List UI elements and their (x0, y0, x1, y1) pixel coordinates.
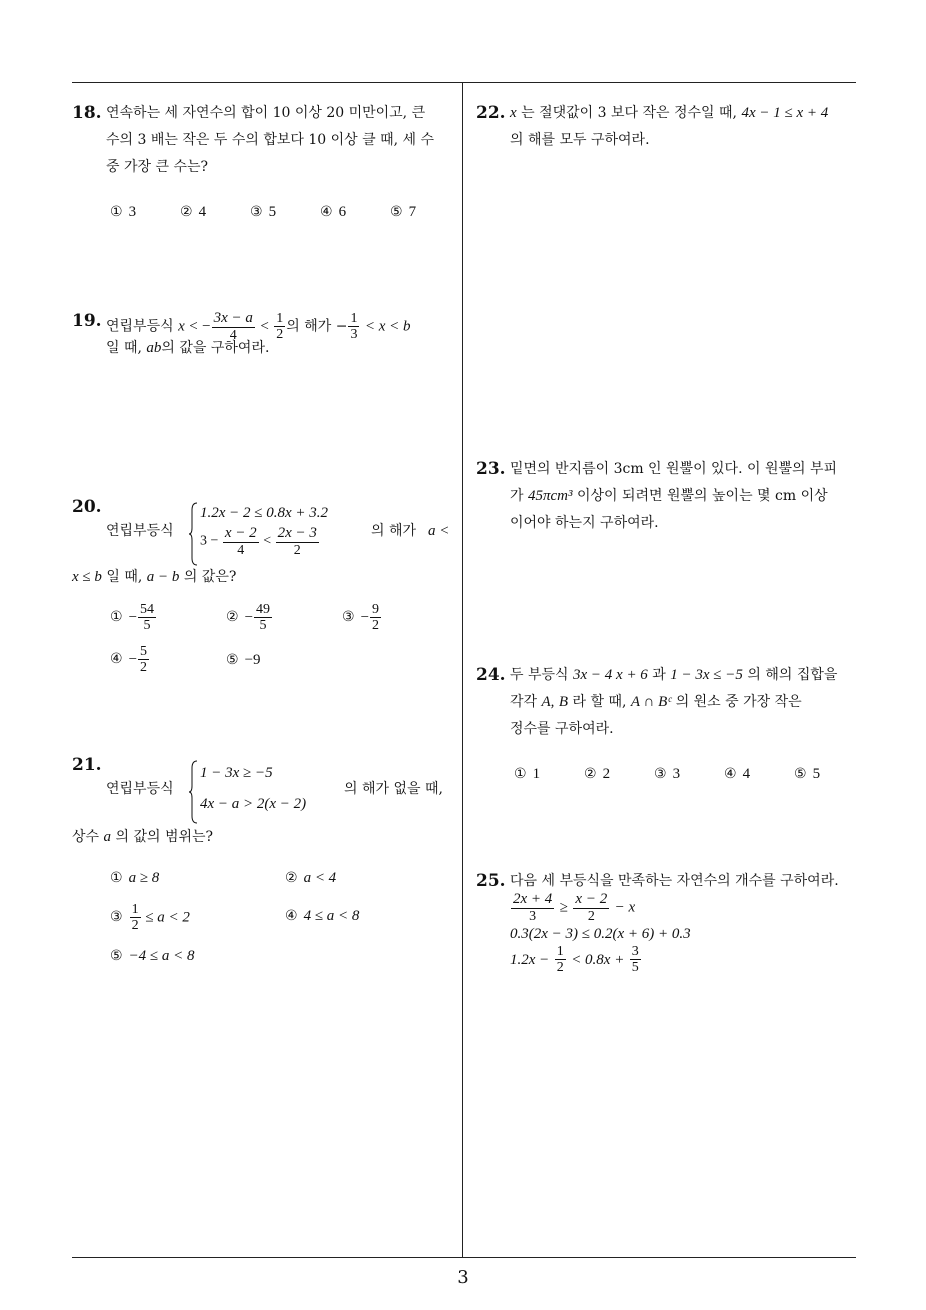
question-text: 다음 세 부등식을 만족하는 자연수의 개수를 구하여라. $\frac{2x + 4}{3}$ ≥ $\frac{x - 2}{2}$ − x 0.3(2x − 3) ≤ 0.2(x + 6) + 0.3 1.2x − $\frac{1}{2}$ < 0.8x + $\frac{3}{5}$ (510, 868, 866, 976)
option-3[interactable]: ③ − $\frac{9}{2}$ (342, 602, 380, 634)
question-20 (72, 494, 456, 584)
option-2[interactable]: ② − $\frac{49}{5}$ (226, 602, 271, 634)
question-24 (476, 662, 860, 744)
question-number: 22. (476, 103, 506, 123)
question-number: 19. (72, 311, 102, 331)
question-number: 24. (476, 665, 506, 685)
brace-icon (188, 502, 198, 566)
inequality-system: 1 − 3x ≥ −5 4x − a > 2(x − 2) (188, 760, 306, 818)
options-20 (110, 602, 450, 682)
question-text: x 는 절댓값이 3 보다 작은 정수일 때, 4x − 1 ≤ x + 4 의 해를 모두 구하여라. (510, 105, 829, 148)
question-22 (476, 100, 860, 156)
option-4[interactable]: ④ 4 (724, 766, 751, 782)
inequality-2: 0.3(2x − 3) ≤ 0.2(x + 6) + 0.3 (510, 925, 691, 942)
option-1[interactable]: ① 3 (110, 204, 137, 220)
inequality-system: 1.2x − 2 ≤ 0.8x + 3.2 3 − $\frac{x - 2}{4}$ < $\frac{2x - 3}{2}$ (188, 502, 328, 558)
question-19 (72, 308, 456, 368)
options-18 (110, 204, 450, 228)
option-1[interactable]: ① a ≥ 8 (110, 870, 160, 886)
option-1[interactable]: ① − $\frac{54}{5}$ (110, 602, 155, 634)
inequality-1: $\frac{2x + 4}{3}$ ≥ $\frac{x - 2}{2}$ − x (513, 891, 636, 924)
options-24 (514, 766, 854, 790)
options-21 (110, 870, 450, 970)
fraction: $\frac{3x - a}{4}$ (213, 310, 253, 343)
option-2[interactable]: ② a < 4 (285, 870, 337, 886)
option-3[interactable]: ③ 3 (654, 766, 681, 782)
question-number: 20. (72, 497, 102, 517)
page-number: 3 (457, 1267, 469, 1288)
question-text: 연속하는 세 자연수의 합이 10 이상 20 미만이고, 큰 수의 3 배는 작은 두 수의 합보다 10 이상 클 때, 세 수 중 가장 큰 수는? (106, 105, 435, 175)
option-4[interactable]: ④ − $\frac{5}{2}$ (110, 644, 148, 676)
question-number: 18. (72, 103, 102, 123)
question-text: 두 부등식 3x − 4 x + 6 과 1 − 3x ≤ −5 의 해의 집합을 각각 A, B 라 할 때, A ∩ Bᶜ 의 원소 중 가장 작은 정수를 구하여라. (510, 667, 838, 737)
option-5[interactable]: ⑤ 7 (390, 204, 417, 220)
option-2[interactable]: ② 4 (180, 204, 207, 220)
question-number: 25. (476, 871, 506, 891)
question-number: 23. (476, 459, 506, 479)
brace-icon (188, 760, 198, 824)
question-text: 밑면의 반지름이 3cm 인 원뿔이 있다. 이 원뿔의 부피 가 45πcm³ 이상이 되려면 원뿔의 높이는 몇 cm 이상 이어야 하는지 구하여라. (510, 461, 838, 531)
top-rule (72, 82, 856, 83)
option-5[interactable]: ⑤ −4 ≤ a < 8 (110, 948, 195, 964)
column-divider (462, 83, 463, 1257)
option-5[interactable]: ⑤ 5 (794, 766, 821, 782)
question-18 (72, 100, 456, 180)
option-3[interactable]: ③ 5 (250, 204, 277, 220)
option-3[interactable]: ③ $\frac{1}{2}$ ≤ a < 2 (110, 902, 190, 934)
option-4[interactable]: ④ 6 (320, 204, 347, 220)
question-25 (476, 868, 866, 988)
option-2[interactable]: ② 2 (584, 766, 611, 782)
question-text: 연립부등식 1 − 3x ≥ −5 4x − a > 2(x − 2) 의 해가 없을 때, 상수 a 의 값의 범위는? (106, 760, 456, 851)
fraction: $\frac{1}{3}$ (350, 310, 358, 342)
question-text: 연립부등식 1.2x − 2 ≤ 0.8x + 3.2 3 − $\frac{x - 2}{4}$ < $\frac{2x - 3}{2}$ 의 해가 a < x ≤ b 일 때, a − b 의 값은? (106, 502, 456, 591)
question-23 (476, 456, 860, 538)
fraction: $\frac{1}{2}$ (276, 310, 284, 342)
option-1[interactable]: ① 1 (514, 766, 541, 782)
option-4[interactable]: ④ 4 ≤ a < 8 (285, 908, 360, 924)
question-text: 연립부등식 x < − $\frac{3x - a}{4}$ < $\frac{1}{2}$ 의 해가 − $\frac{1}{3}$ < x < b 일 때, ab의 값을 구하여라. (106, 310, 411, 356)
question-21 (72, 752, 456, 845)
option-5[interactable]: ⑤ −9 (226, 652, 261, 668)
question-number: 21. (72, 755, 102, 775)
inequality-3: 1.2x − $\frac{1}{2}$ < 0.8x + $\frac{3}{5}$ (510, 943, 639, 976)
bottom-rule (72, 1257, 856, 1258)
